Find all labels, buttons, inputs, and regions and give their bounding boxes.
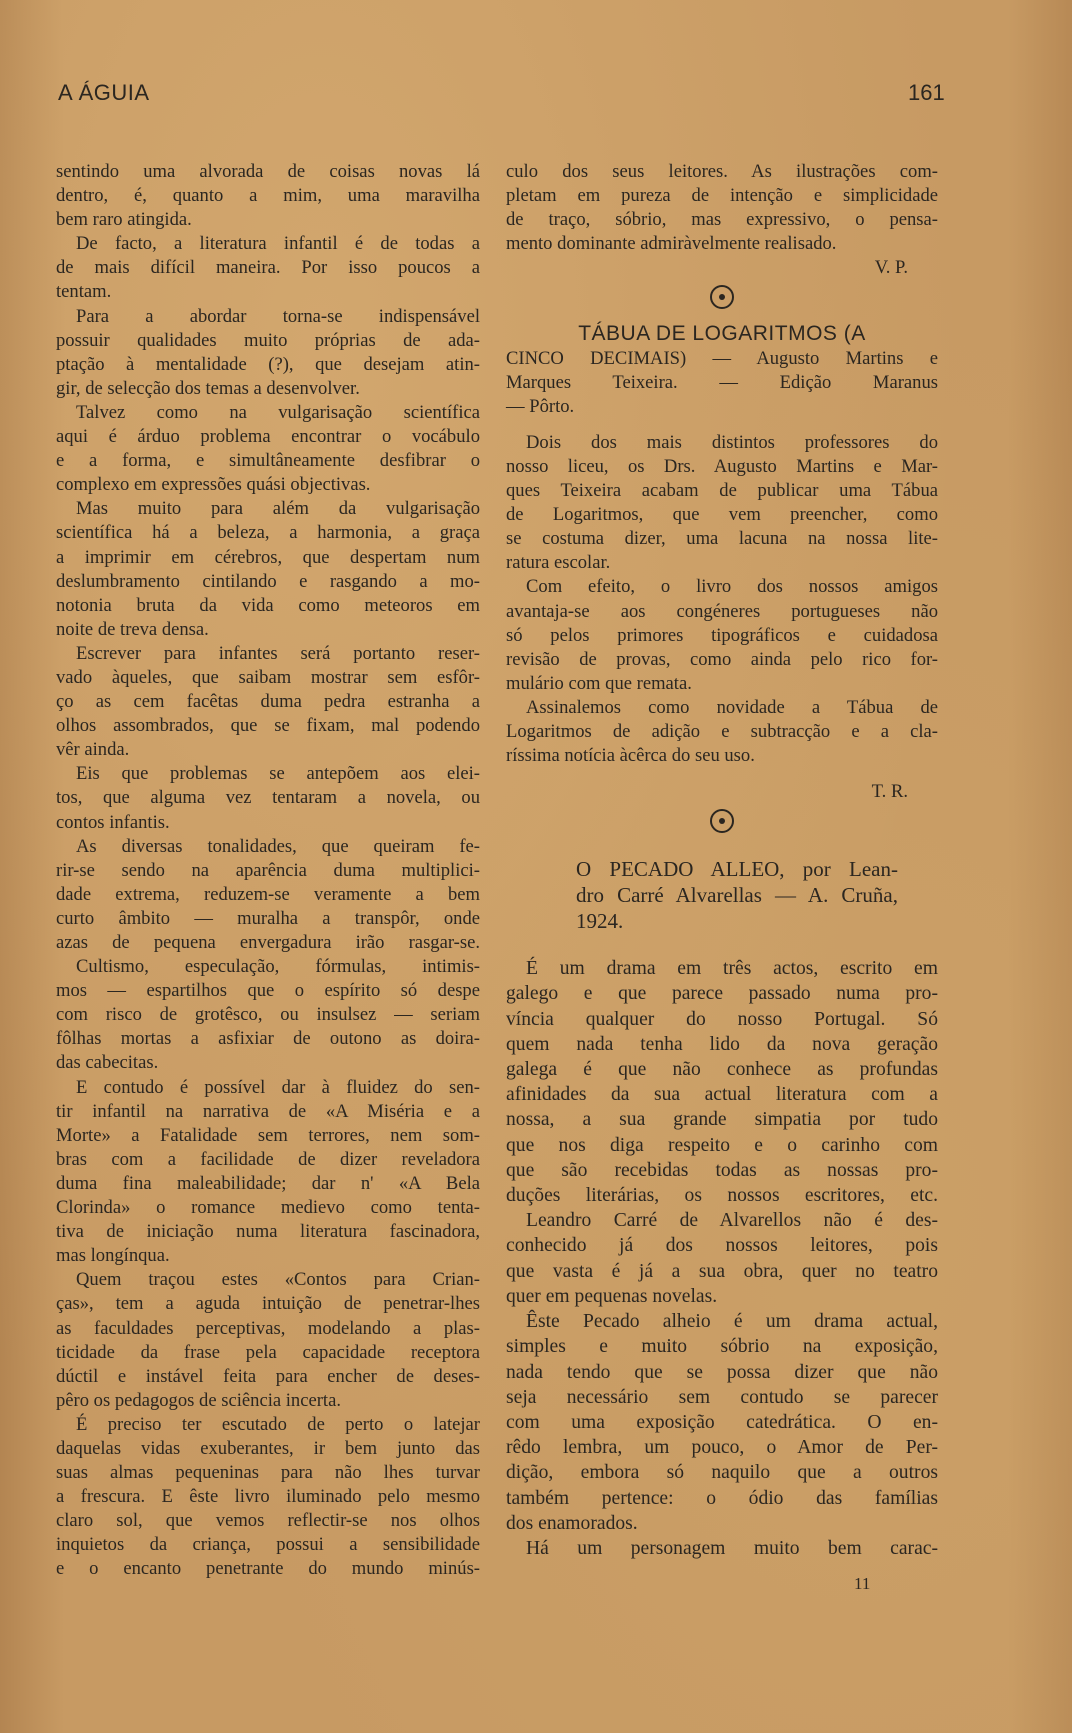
text-line: claro sol, que vemos reflectir-se nos olhos [56, 1510, 480, 1532]
tabua-heading: TÁBUA DE LOGARITMOS (A [578, 322, 866, 346]
text-line: vado àqueles, que saibam mostrar sem esfôr- [56, 666, 480, 688]
text-line: a imprimir em cérebros, que despertam num [56, 546, 480, 568]
text-line: mulário com que remata. [506, 672, 692, 694]
text-line: de traço, sóbrio, mas expressivo, o pensa- [506, 209, 938, 231]
text-line: quer em pequenas novelas. [506, 1285, 718, 1307]
text-line: duções literárias, os nossos escritores, etc. [506, 1185, 938, 1207]
signature-tr: T. R. [871, 781, 908, 803]
text-line: com uma exposição catedrática. O en- [506, 1411, 938, 1433]
text-line: mento dominante admiràvelmente realisado. [506, 233, 837, 255]
text-line: Cultismo, especulação, fórmulas, intimis- [76, 956, 480, 978]
text-line: revisão de provas, como ainda pelo rico for- [506, 648, 938, 670]
text-line: deslumbramento cintilando e rasgando a mo- [56, 570, 480, 592]
text-line: tentam. [56, 281, 112, 303]
text-line: quem nada tenha lido da nova geração [506, 1033, 938, 1055]
text-line: com risco de grotêsco, ou insulsez — seriam [56, 1004, 480, 1026]
text-line: Morte» a Fatalidade sem terrores, nem som- [56, 1124, 480, 1146]
text-line: de mais difícil maneira. Por isso poucos a [56, 257, 480, 279]
text-line: rir-se sendo na aparência duma multiplici- [56, 859, 480, 881]
text-line: a frescura. E êste livro iluminado pelo mesmo [56, 1486, 480, 1508]
text-line: e o encanto penetrante do mundo minús- [56, 1558, 480, 1580]
text-line: Êste Pecado alheio é um drama actual, [526, 1311, 938, 1333]
text-line: pletam em pureza de intenção e simplicidade [506, 185, 938, 207]
text-line: ço as cem facêtas duma pedra estranha a [56, 691, 480, 713]
text-line: seja necessário sem contudo se parecer [506, 1386, 938, 1408]
text-line: dos enamorados. [506, 1512, 638, 1534]
text-line: possuir qualidades muito próprias de ada- [56, 329, 480, 351]
text-line: duma fina maleabilidade; dar n' «A Bela [56, 1172, 480, 1194]
text-line: só pelos primores tipográficos e cuidadosa [506, 624, 938, 646]
signature-mark: 11 [854, 1574, 871, 1593]
text-line: sentindo uma alvorada de coisas novas lá [56, 161, 480, 182]
text-line: curto âmbito — muralha a transpôr, onde [56, 907, 480, 929]
text-line: que são recebidas todas as nossas pro- [506, 1159, 938, 1181]
page-number: 161 [908, 80, 945, 105]
text-line: Mas muito para além da vulgarisação [76, 498, 480, 520]
text-line: galega é que não conhece as profundas [506, 1059, 938, 1081]
text-line: É um drama em três actos, escrito em [526, 958, 938, 980]
text-line: rêdo lembra, um pouco, o Amor de Per- [506, 1437, 938, 1459]
text-line: avantaja-se aos congéneres portugueses não [506, 600, 938, 622]
text-line: que vasta é já a sua obra, quer no teatro [506, 1260, 938, 1282]
text-line: nossa, a sua grande simpatia por tudo [506, 1109, 938, 1131]
text-line: tos, que alguma vez tentaram a novela, ou [56, 787, 480, 809]
text-line: conhecido já dos nossos leitores, pois [506, 1235, 938, 1257]
left-column [56, 160, 480, 1582]
text-line: — Pôrto. [506, 395, 575, 417]
text-line: ratura escolar. [506, 552, 611, 574]
text-line: fôlhas mortas a asfixiar de outono as doira- [56, 1028, 480, 1050]
text-line: galego e que parece passado numa pro- [506, 983, 938, 1005]
text-line: dade extrema, reduzem-se veramente a bem [56, 883, 480, 905]
text-line: Talvez como na vulgarisação scientífica [76, 401, 480, 423]
pecado-review [506, 956, 938, 1561]
text-line: ticidade da frase pela capacidade receptora [56, 1341, 480, 1363]
text-line: Marques Teixeira. — Edição Maranus [506, 371, 938, 393]
text-line: pêro os pedagogos de sciência incerta. [56, 1389, 341, 1411]
text-line: afinidades da sua actual literatura com a [506, 1084, 938, 1106]
text-line: dúctil e instável feita para encher de deses- [56, 1365, 480, 1387]
text-line: dro Carré Alvarellas — A. Cruña, [576, 883, 898, 908]
text-line: mos — espartilhos que o espírito só despe [56, 980, 480, 1002]
text-line: gir, de selecção dos temas a desenvolver. [56, 377, 360, 399]
text-line: dentro, é, quanto a mim, uma maravilha [56, 185, 480, 207]
text-line: As diversas tonalidades, que queiram fe- [76, 835, 480, 857]
text-line: Clorinda» o romance medievo como tenta- [56, 1197, 480, 1219]
text-line: bem raro atingida. [56, 209, 192, 231]
section-ornament-icon [506, 804, 938, 834]
text-line: Dois dos mais distintos professores do [526, 431, 938, 453]
text-line: culo dos seus leitores. As ilustrações com- [506, 161, 938, 182]
text-line: É preciso ter escutado de perto o latejar [76, 1413, 480, 1435]
text-line: também pertence: o ódio das famílias [506, 1487, 938, 1509]
text-line: mas longínqua. [56, 1245, 170, 1267]
text-line: tiva de iniciação numa literatura fascinadora, [56, 1221, 480, 1243]
text-line: bras com a facilidade de dizer reveladora [56, 1148, 480, 1170]
text-line: notonia bruta da vida como meteoros em [56, 594, 480, 616]
text-line: vêr ainda. [56, 739, 130, 761]
text-line: Há um personagem muito bem carac- [526, 1537, 938, 1559]
text-line: olhos assombrados, que se fixam, mal podendo [56, 715, 480, 737]
text-line: Logaritmos de adição e subtracção e a cla- [506, 720, 938, 742]
text-line: ques Teixeira acabam de publicar uma Tábua [506, 480, 938, 502]
text-line: as faculdades perceptivas, modelando a plas- [56, 1317, 480, 1339]
text-line: Quem traçou estes «Contos para Crian- [76, 1269, 480, 1291]
text-line: suas almas pequeninas para não lhes turvar [56, 1462, 480, 1484]
text-line: 1924. [576, 909, 624, 934]
text-line: scientífica há a beleza, a harmonia, a graça [56, 522, 480, 544]
text-line: Eis que problemas se antepõem aos elei- [76, 763, 480, 785]
text-line: e a forma, e simultâneamente desfibrar o [56, 450, 480, 472]
text-line: que nos diga respeito e o carinho com [506, 1134, 938, 1156]
right-column [506, 160, 938, 1561]
text-line: contos infantis. [56, 811, 170, 833]
text-line: Escrever para infantes será portanto reser- [76, 642, 480, 664]
text-line: Assinalemos como novidade a Tábua de [526, 696, 938, 718]
signature-vp: V. P. [874, 257, 908, 279]
section-ornament-icon [506, 280, 938, 310]
text-line: Para a abordar torna-se indispensável [76, 305, 480, 327]
text-line: ríssima notícia àcêrca do seu uso. [506, 745, 755, 767]
text-line: noite de treva densa. [56, 618, 209, 640]
text-line: complexo em expressões quási objectivas. [56, 474, 371, 496]
text-line: O PECADO ALLEO, por Lean- [576, 857, 898, 882]
text-line: azas de pequena envergadura irão rasgar-se. [56, 932, 480, 953]
journal-title: A ÁGUIA [58, 80, 150, 105]
text-line: ças», tem a aguda intuição de penetrar-lhes [56, 1293, 480, 1315]
text-line: Com efeito, o livro dos nossos amigos [526, 576, 938, 598]
text-line: E contudo é possível dar à fluidez do sen- [76, 1076, 480, 1098]
text-line: nada tendo que se possa dizer que não [506, 1361, 938, 1383]
text-line: víncia qualquer do nosso Portugal. Só [506, 1008, 938, 1030]
text-line: nosso liceu, os Drs. Augusto Martins e Mar- [506, 455, 938, 477]
review-continuation [506, 160, 938, 256]
text-line: inquietos da criança, possui a sensibilidade [56, 1534, 480, 1556]
text-line: se costuma dizer, uma lacuna na nossa lite- [506, 528, 938, 550]
pecado-citation [506, 856, 938, 934]
text-line: aqui é árduo problema encontrar o vocábulo [56, 426, 480, 448]
text-line: das cabecitas. [56, 1052, 159, 1074]
tabua-citation [506, 347, 938, 419]
text-line: simples e muito sóbrio na exposição, [506, 1336, 938, 1358]
text-line: ptação à mentalidade (?), que desejam atin- [56, 353, 480, 375]
text-line: Leandro Carré de Alvarellos não é des- [526, 1210, 938, 1232]
text-line: de Logaritmos, que vem preencher, como [506, 504, 938, 526]
text-line: CINCO DECIMAIS) — Augusto Martins e [506, 347, 938, 369]
text-line: tir infantil na narrativa de «A Miséria e a [56, 1100, 480, 1122]
text-line: daquelas vidas exuberantes, ir bem junto das [56, 1437, 480, 1459]
text-line: dição, embora só naquilo que a outros [506, 1462, 938, 1484]
text-line: De facto, a literatura infantil é de todas a [76, 233, 480, 255]
tabua-review [506, 431, 938, 768]
